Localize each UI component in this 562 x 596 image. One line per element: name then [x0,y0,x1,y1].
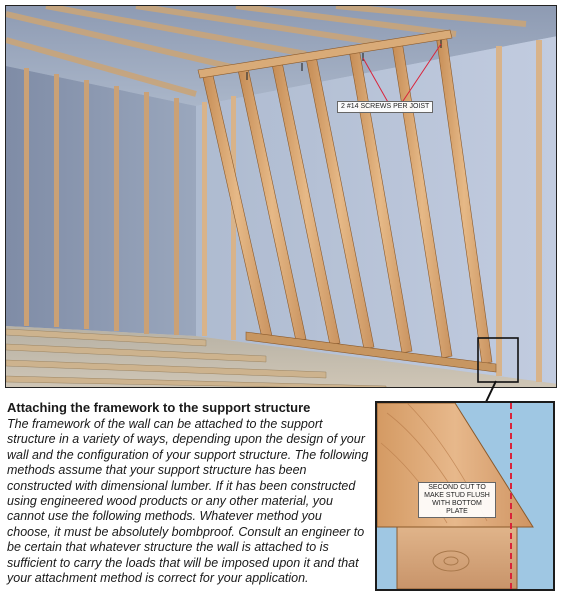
second-cut-callout: SECOND CUT TO MAKE STUD FLUSH WITH BOTTOM PLATE [418,482,496,518]
section-body: The framework of the wall can be attached to the support structure in a variety of ways, depending upon the design of your wall and the configuration of your support structure. The following methods assume that your support structure has been constructed with dimensional lumber. If it has been constructed using engineered wood products or any other material, you cannot use the following methods. Whatever method you choose, it must be absolutely bombproof. Consult an engineer to be certain that whatever structure the wall is attached to is sufficient to carry the loads that will be imposed upon it and that your attachment method is correct for your application. [7,417,369,586]
screws-callout: 2 #14 SCREWS PER JOIST [337,101,433,113]
article-text [7,399,369,586]
section-heading: Attaching the framework to the support structure [7,400,311,415]
